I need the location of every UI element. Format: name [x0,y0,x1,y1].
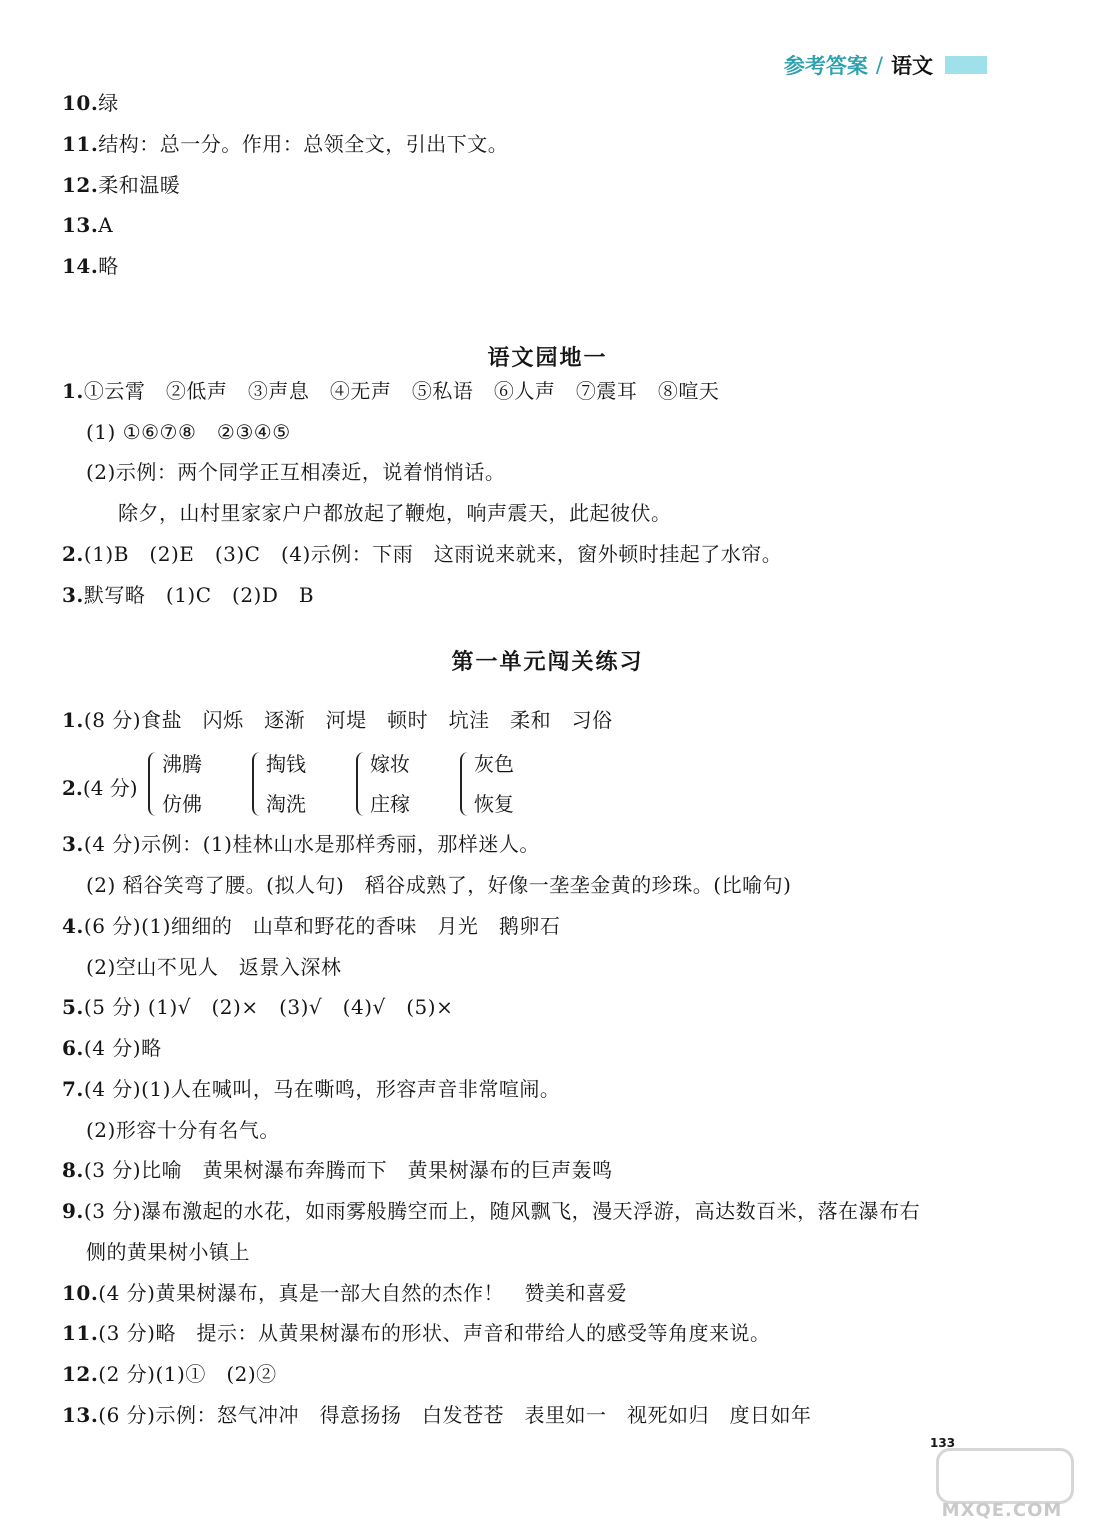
answer-line: 10.(4 分)黄果树瀑布，真是一部大自然的杰作！ 赞美和喜爱 [62,1281,627,1305]
answer-line: 13.A [62,213,114,237]
brace-mark [252,752,262,816]
watermark-emblem [936,1448,1074,1504]
word: 淘洗 [266,792,306,816]
answer-line: 4.(6 分)(1)细细的 山草和野花的香味 月光 鹅卵石 [62,914,561,938]
answer-line: 13.(6 分)示例：怒气冲冲 得意扬扬 白发苍苍 表里如一 视死如归 度日如年 [62,1403,812,1427]
watermark-logo [932,1446,1072,1528]
brace-mark [460,752,470,816]
header-subject: 语文 [891,54,933,78]
answer-line: 10.绿 [62,91,119,115]
page-header [784,50,987,80]
header-ref-label: 参考答案 [783,54,868,78]
section-title: 语文园地一 [487,346,608,371]
answer-number: 2.(4 分) [62,776,138,800]
answer-line: 6.(4 分)略 [62,1036,162,1060]
section-title: 第一单元闯关练习 [451,650,644,675]
answer-subline: (2)空山不见人 返景入深林 [86,955,342,979]
answer-line: 12.柔和温暖 [62,173,181,197]
word: 灰色 [474,752,514,776]
answer-subline: 侧的黄果树小镇上 [86,1240,250,1264]
answer-line: 8.(3 分)比喻 黄果树瀑布奔腾而下 黄果树瀑布的巨声轰鸣 [62,1158,613,1182]
answer-subline: (1) ①⑥⑦⑧ ②③④⑤ [86,420,291,444]
answer-line: 11.(3 分)略 提示：从黄果树瀑布的形状、声音和带给人的感受等角度来说。 [62,1321,771,1345]
answer-subline: 除夕，山村里家家户户都放起了鞭炮，响声震天，此起彼伏。 [118,501,672,525]
answer-subline: (2)形容十分有名气。 [86,1118,280,1142]
answer-line: 3.默写略 (1)C (2)D B [62,583,315,607]
word: 嫁妆 [370,752,410,776]
answer-line: 1.①云霄 ②低声 ③声息 ④无声 ⑤私语 ⑥人声 ⑦震耳 ⑧喧天 [62,379,720,403]
answer-subline: (2) 稻谷笑弯了腰。(拟人句) 稻谷成熟了，好像一垄垄金黄的珍珠。(比喻句) [86,873,792,897]
page-number: 133 [930,1436,956,1450]
answer-line: 11.结构：总一分。作用：总领全文，引出下文。 [62,132,509,156]
word: 沸腾 [162,752,202,776]
answer-line: 1.(8 分)食盐 闪烁 逐渐 河堤 顿时 坑洼 柔和 习俗 [62,708,613,732]
word: 恢复 [474,792,514,816]
answer-line: 3.(4 分)示例：(1)桂林山水是那样秀丽，那样迷人。 [62,832,540,856]
brace-mark [356,752,366,816]
brace-mark [148,752,158,816]
answer-line: 5.(5 分) (1)√ (2)× (3)√ (4)√ (5)× [62,995,454,1019]
word: 仿佛 [162,792,202,816]
word: 掏钱 [266,752,306,776]
header-slash: / [875,53,883,77]
answer-line: 12.(2 分)(1)① (2)② [62,1362,277,1386]
watermark-text: MXQE.COM [941,1500,1063,1521]
header-accent-bar [945,56,987,74]
answer-line: 9.(3 分)瀑布激起的水花，如雨雾般腾空而上，随风飘飞，漫天浮游，高达数百米，落在瀑布右 [62,1199,921,1223]
answer-line: 7.(4 分)(1)人在喊叫，马在嘶鸣，形容声音非常喧闹。 [62,1077,561,1101]
brace-word-groups [62,748,762,824]
word: 庄稼 [370,792,410,816]
answer-line: 14.略 [62,254,119,278]
answer-line: 2.(1)B (2)E (3)C (4)示例：下雨 这雨说来就来，窗外顿时挂起了水帘。 [62,542,783,566]
answer-subline: (2)示例：两个同学正互相凑近，说着悄悄话。 [86,460,506,484]
